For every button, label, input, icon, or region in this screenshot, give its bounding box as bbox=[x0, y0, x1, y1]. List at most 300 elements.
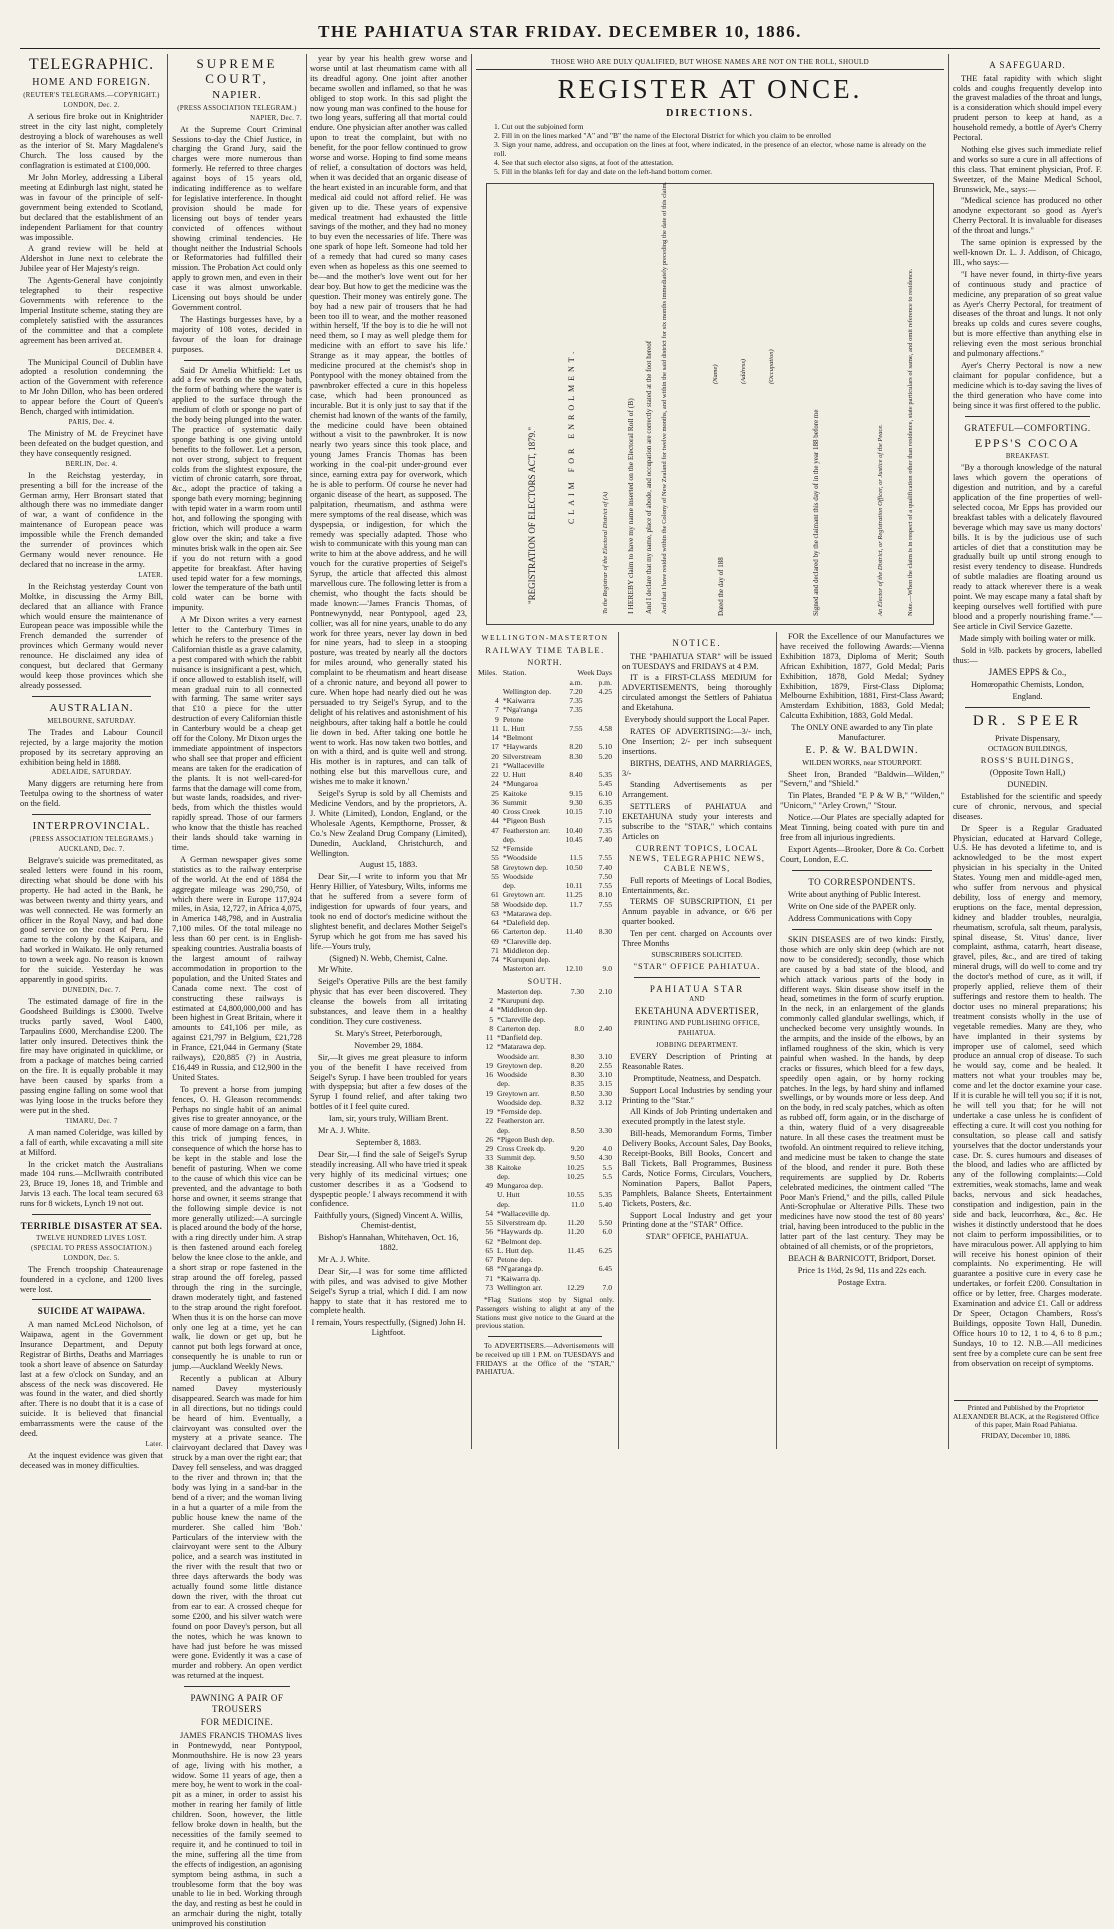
timetable-station: Petone dep. bbox=[497, 1255, 533, 1265]
letter-address: Bishop's Hannahan, Whitehaven, Oct. 16, 1882. bbox=[318, 1233, 459, 1253]
advertiser-place: PAHIATUA. bbox=[678, 1029, 716, 1037]
notice-paragraph: SUBSCRIBERS SOLICITED. bbox=[651, 949, 743, 959]
timetable-station: dep. bbox=[502, 834, 516, 844]
table-row bbox=[476, 1153, 614, 1162]
timetable-miles: 65 bbox=[485, 1245, 494, 1255]
timetable-time-pm: 7.40 bbox=[598, 862, 612, 872]
timetable-time-am: 10.25 bbox=[566, 1171, 584, 1181]
table-row bbox=[476, 770, 614, 779]
cocoa-paragraph: Sold in ½lb. packets by grocers, labelled thus:— bbox=[953, 645, 1102, 665]
table-row bbox=[476, 996, 614, 1005]
divider bbox=[792, 870, 932, 871]
table-row bbox=[476, 1237, 614, 1246]
column-divider bbox=[306, 54, 307, 1449]
timetable-miles: 14 bbox=[491, 733, 499, 743]
timetable-south bbox=[476, 987, 614, 1292]
timetable-station: Cross Creek dp. bbox=[497, 1144, 546, 1154]
advert-paragraph: The ONLY ONE awarded to any Tin plate Manufacturer. bbox=[791, 723, 933, 743]
table-header: p.m. bbox=[598, 677, 612, 687]
speer-line: OCTAGON BUILDINGS, bbox=[987, 744, 1068, 754]
timetable-time-am: 10.40 bbox=[565, 825, 583, 835]
timetable-time-pm bbox=[586, 996, 614, 1005]
timetable-miles: 52 bbox=[491, 844, 499, 854]
timetable-time-am: 10.55 bbox=[566, 1190, 584, 1200]
timetable-station: *Pigeon Bush dep. bbox=[497, 1134, 555, 1144]
timetable-time-am: 11.0 bbox=[570, 1199, 584, 1209]
timetable-time-pm: 7.10 bbox=[598, 807, 612, 817]
timetable-time-pm bbox=[586, 1005, 614, 1014]
letter-signature: Iam, sir, yours truly, William Brent. bbox=[328, 1114, 449, 1124]
register-step: 2. Fill in on the lines marked "A" and "B" the name of the Electoral District for which you claim to be enrolled bbox=[494, 130, 831, 140]
timetable-time-pm bbox=[586, 1042, 614, 1051]
timetable-miles: 8 bbox=[489, 1023, 494, 1033]
article-paragraph: The estimated damage of fire in the Goodsheed Buildings is £3000. Twelve trucks partly saved, Wool £400, Tarpaulins £600, Merchandise £200. The latter only insured. Detectives think the fire may have originated in quicklime, or from a package of matches being carried on the fire. It is equally probable it may have been caused by sparks from a passing engine falling on some wool that was lying loose in the trucks before they were put in the shed. bbox=[20, 996, 163, 1115]
timetable-miles: 56 bbox=[485, 1227, 494, 1237]
timetable-time-pm: 6.35 bbox=[598, 797, 612, 807]
advert-company: E. P. & W. BALDWIN. bbox=[805, 744, 919, 756]
timetable-station: *Nga'ranga bbox=[502, 705, 538, 715]
table-row bbox=[476, 1274, 614, 1283]
source-line: (PRESS ASSOCIATION TELEGRAM.) bbox=[177, 104, 297, 112]
table-row bbox=[476, 1052, 614, 1061]
timetable-time-pm bbox=[586, 1181, 614, 1190]
divider bbox=[634, 977, 760, 978]
timetable-time-am bbox=[554, 872, 585, 881]
article-paragraph: Recently a publican at Albury named Davey mysteriously disappeared. Search was made for him in all directions, but no tidings could be heard of him. Eventually, a clairvoyant was consulted over the mystery at a private seance. The clairvoyant declared that Davey was struck by a man over the right ear; that Davey fell senseless, and was dragged to the river and thrown in; that the body was lying in a sand-bar in the bend of a river; and the woman living in a hut a quarter of a mile from the public house knew the name of the murderer. She called him 'Bob.' Particulars of the interview with the clairvoyant were sent to the Albury police, and a search was instituted in the river with the result that two or three days afterwards the body was actually found some little distance down the river, with the throat cut from ear to ear. A crossed cheque for some £200, and his silver watch were found on poor Davey's person, but all the notes, which he was known to have had just before he was missed were gone. Evidently it was a case of murder and robbery. An open verdict was returned at the inquest. bbox=[172, 1374, 302, 1681]
timetable-miles bbox=[476, 964, 501, 973]
timetable-miles: 66 bbox=[491, 927, 499, 937]
letter-body: Dear Sir,—I was for some time afflicted with piles, and was advised to give Mother Seigel's Syrup a trial, which I did. I am now happy to state that it has restored me to complete health. bbox=[310, 1266, 467, 1316]
timetable-time-pm: 2.40 bbox=[598, 1023, 612, 1033]
timetable-miles: 47 bbox=[491, 825, 499, 835]
form-date-field[interactable]: Dated the day of 188 bbox=[717, 556, 725, 616]
timetable-time-am: 11.20 bbox=[567, 1227, 584, 1237]
column-divider bbox=[471, 54, 472, 1449]
advert-paragraph: THE fatal rapidity with which slight colds and coughs frequently develop into the gravest maladies of the throat and lungs, is a consideration which should impel every prudent person to keep at hand, as a household remedy, a bottle of Ayer's Cherry Pectoral. bbox=[953, 73, 1102, 143]
form-registrar-line: To the Registrar of the Electoral District of (A) bbox=[602, 491, 609, 614]
timetable-station: Mungaroa dep. bbox=[497, 1181, 543, 1191]
article-paragraph: In the cricket match the Australians made 104 runs.—McIlwraith contributed 23, Bruce 19, Jones 18, and Trimble and Jarvis 13 each. The local team secured 63 runs for 8 wickets, Lynch 19 not out. bbox=[20, 1159, 163, 1209]
letter-date: November 29, 1884. bbox=[354, 1040, 423, 1050]
form-note-line: Note.—When the claim is in respect of a qualification other than residence, state particulars of same, and omit reference to residence. bbox=[907, 268, 914, 616]
timetable-miles: 74 bbox=[491, 955, 499, 965]
timetable-time-pm: 7.50 bbox=[598, 871, 612, 881]
timetable-station: dep. bbox=[497, 1171, 510, 1181]
article-paragraph: Seigel's Syrup is sold by all Chemists and Medicine Vendors, and by the proprietors, A. J. White (Limited), London, England, or the Wholesale Agents, Kempthorne, Prosser, & Co.'s New Zealand Drug Company (Limited), Dunedin, Auckland, Christchurch, and Wellington. bbox=[310, 789, 467, 858]
timetable-time-am bbox=[556, 996, 586, 1005]
timetable-time-am: 8.30 bbox=[570, 1051, 584, 1061]
timetable-time-am bbox=[556, 1005, 586, 1014]
advertiser-title: PAHIATUA STAR bbox=[649, 983, 745, 994]
timetable-time-pm bbox=[586, 1135, 614, 1144]
timetable-time-am: 11.25 bbox=[565, 890, 583, 900]
dateline: ADELAIDE, SATURDAY. bbox=[51, 769, 132, 777]
timetable-time-pm: 8.30 bbox=[598, 927, 612, 937]
table-row bbox=[476, 1190, 614, 1199]
notice-topics: CURRENT TOPICS, LOCAL NEWS, TELEGRAPHIC NEWS, CABLE NEWS, bbox=[629, 843, 765, 873]
cocoa-maker-2: Homœopathic Chemists, London, bbox=[970, 680, 1085, 690]
timetable-time-pm: 5.50 bbox=[598, 1218, 612, 1228]
divider bbox=[32, 1214, 151, 1215]
timetable-station: *Danfield dep. bbox=[497, 1033, 543, 1043]
table-header: Miles. bbox=[478, 668, 498, 678]
section-title: A SAFEGUARD. bbox=[989, 60, 1066, 70]
timetable-time-pm: 6.0 bbox=[602, 1227, 612, 1237]
divider bbox=[184, 1686, 290, 1687]
timetable-time-am: 7.30 bbox=[570, 986, 584, 996]
cocoa-paragraph: "By a thorough knowledge of the natural laws which govern the operations of digestion and nutrition, and by a careful application of the fine properties of well-selected cocoa, Mr Epps has provided our breakfast tables with a delicately flavoured beverage which may save us many doctors' bills. It is by the judicious use of such articles of diet that a constitution may be gradually built up until strong enough to resist every tendency to disease. Hundreds of subtle maladies are floating around us ready to attack wherever there is a weak point. We may escape many a fatal shaft by keeping ourselves well fortified with pure blood and a properly nourishing frame."—See article in Civil Service Gazette. bbox=[953, 463, 1102, 631]
timetable-time-pm: 3.10 bbox=[598, 1051, 612, 1061]
timetable-time-am: 8.30 bbox=[570, 1070, 584, 1080]
timetable-miles bbox=[476, 687, 501, 696]
timetable-time-am bbox=[556, 1135, 586, 1144]
table-row bbox=[476, 1079, 614, 1088]
timetable-miles: 58 bbox=[491, 862, 499, 872]
column-divider bbox=[948, 54, 949, 1449]
column-divider bbox=[167, 54, 168, 1449]
timetable-time-pm: 4.0 bbox=[602, 1144, 612, 1154]
timetable-time-am: 10.15 bbox=[565, 807, 583, 817]
timetable-time-pm bbox=[585, 844, 614, 853]
timetable-station: Summit dep. bbox=[497, 1153, 536, 1163]
jobbing-paragraph: Support Local Industries by sending your Printing to the "Star." bbox=[622, 1085, 772, 1105]
register-title: REGISTER AT ONCE. bbox=[557, 74, 863, 105]
advert-paragraph: FOR the Excellence of our Manufactures we have received the following Awards:—Vienna Exhibition 1873, Diploma of Merit; South African Exhibition, 1877, Gold Medal; Paris Exhibition, 1878, Gold Medal; Sydney Exhibition, 1879, First-Class Diploma; Melbourne Exhibition, 1881, First-Class Award; Amsterdam Exhibition, 1883, Gold Medal; Calcutta Exhibition, 1883, Gold Medal. bbox=[780, 632, 944, 721]
timetable-miles: 12 bbox=[485, 1042, 494, 1052]
table-row bbox=[476, 742, 614, 751]
notice-paragraph: THE "PAHIATUA STAR" will be issued on TUESDAYS and FRIDAYS at 4 P.M. bbox=[622, 651, 772, 671]
timetable-note: *Flag Stations stop by Signal only. Passengers wishing to alight at any of the Stations must give notice to the Guard at the previous station. bbox=[476, 1295, 614, 1331]
timetable-time-pm: 3.12 bbox=[598, 1097, 612, 1107]
divider bbox=[965, 416, 1090, 417]
timetable-time-pm: 7.35 bbox=[598, 825, 612, 835]
article-paragraph: At the Supreme Court Criminal Sessions to-day the Chief Justice, in charging the Grand Jury, said the charges were more numerous than formerly. He referred to three charges against boys of 15 years old, indicating indifference as to welfare for legislative interference. In thought provision should be made for licensing out boys of tender years convicted of offences without showing criminal tendencies. He thought neither the Industrial Schools or Reformatories had fulfilled their mission. The Probation Act could only apply to grown men, and even in their case it was almost unworkable. Licensing out boys should be under Government control. bbox=[172, 124, 302, 312]
timetable-station: Greytown dep. bbox=[497, 1060, 543, 1070]
form-claim-title: CLAIM FOR ENROLMENT. bbox=[567, 347, 576, 524]
table-row bbox=[476, 733, 614, 742]
timetable-miles bbox=[476, 1190, 495, 1199]
skin-disease-paragraph: SKIN DISEASES are of two kinds: Firstly, those which are only skin deep (which are not now to be considered); secondly, those which are caused by a bad state of the blood, and which attack various parts of the body in different ways. Skin disease show itself in the head, sometimes in the form of scurfy eruption. In the neck, in an enlargement of the glands commonly called glandular swellings, which, if unchecked become very unsightly wounds. In the armpits, and the inside of the elbows, by an inflamed roughness of the skin, which is very painful when washed. In the hands, by deep cracks or fissures, which bleed for a few days, speedily open again, or by horny rocking patches. In the legs, by hard shiny and inflamed swellings, or by wounds more or less deep. And on the body, in red scaly patches, which as often as rubbed off, form again, or in the discharge of a thin, watery fluid of a very disagreeable nature. In all these cases the treatment must be twofold. An ointment required to relieve itching, and medicine must be taken to change the state of the blood, and render it pure. Both these requirements are supplied by Dr. Roberts celebrated medicines, the ointment called "The Poor Man's Friend," and the pills, called Pilule Anti-Scrophulae or Alterative Pills. These two medicines have now stood the test of 80 years' trial, having been introduced to the public in the latter part of the last century. They may be obtained of all chemists, or of the proprietors, bbox=[780, 934, 944, 1252]
notice-paragraph: Everybody should support the Local Paper. bbox=[624, 715, 770, 725]
timetable-north bbox=[476, 668, 614, 973]
timetable-station: *Kaiwarra dp. bbox=[497, 1273, 541, 1283]
timetable-station: *Belmont dep. bbox=[497, 1236, 542, 1246]
speer-line: Private Dispensary, bbox=[994, 733, 1061, 743]
timetable-station: *Matarawa dep. bbox=[502, 908, 552, 918]
timetable-time-pm: 3.30 bbox=[598, 1088, 612, 1098]
timetable-miles: 40 bbox=[491, 807, 499, 817]
divider bbox=[488, 1336, 602, 1337]
column-divider bbox=[618, 632, 619, 1449]
advertiser-office: PRINTING AND PUBLISHING OFFICE, bbox=[634, 1019, 760, 1027]
table-row bbox=[476, 872, 614, 881]
timetable-time-pm: 6.45 bbox=[598, 1264, 612, 1274]
timetable-miles: 64 bbox=[491, 918, 499, 928]
register-step: 5. Fill in the blanks left for day and date on the left-hand bottom corner. bbox=[494, 166, 713, 176]
table-row bbox=[476, 1061, 614, 1070]
timetable-station: *Mungaroa bbox=[502, 779, 538, 789]
notice-title: NOTICE. bbox=[672, 638, 722, 648]
table-row bbox=[476, 789, 614, 798]
timetable-time-am: 12.10 bbox=[565, 964, 583, 974]
timetable-miles bbox=[476, 1172, 495, 1181]
timetable-station: dep. bbox=[502, 881, 516, 891]
column-telegraphic bbox=[20, 54, 163, 1470]
timetable-time-pm: 5.5 bbox=[602, 1162, 612, 1172]
timetable-time-am: 10.50 bbox=[565, 862, 583, 872]
timetable-station: *Kurupuni dep. bbox=[502, 955, 551, 965]
timetable-time-pm: 5.35 bbox=[598, 770, 612, 780]
article-paragraph: The French troopship Chateaurenage foundered in a cyclone, and 1200 lives were lost. bbox=[20, 1264, 163, 1294]
timetable-miles: 69 bbox=[491, 936, 499, 946]
table-row bbox=[476, 1024, 614, 1033]
timetable-time-am: 7.20 bbox=[569, 686, 583, 696]
source-line: (REUTER'S TELEGRAMS.—COPYRIGHT.) bbox=[23, 91, 160, 99]
timetable-miles: 49 bbox=[485, 1181, 494, 1191]
column-baldwin bbox=[780, 632, 944, 1449]
table-row bbox=[476, 964, 614, 973]
section-title: TERRIBLE DISASTER AT SEA. bbox=[20, 1221, 163, 1232]
timetable-station: Carterton dep. bbox=[502, 927, 547, 937]
timetable-miles: 55 bbox=[491, 853, 499, 863]
dateline: DUNEDIN, Dec. 7. bbox=[62, 986, 121, 994]
table-row bbox=[476, 890, 614, 899]
notice-paragraph: IT is a FIRST-CLASS MEDIUM for ADVERTISEMENTS, being thoroughly circulated amongst the Settlers of Pahiatua and Eketahuna. bbox=[622, 673, 772, 713]
timetable-time-am bbox=[554, 909, 585, 918]
timetable-miles: 26 bbox=[485, 1134, 494, 1144]
timetable-station: Carterton dep. bbox=[497, 1023, 541, 1033]
letter-recipient: Mr A. J. White. bbox=[318, 1254, 370, 1264]
table-row bbox=[476, 937, 614, 946]
timetable-time-am: 9.30 bbox=[569, 797, 583, 807]
table-row bbox=[476, 1033, 614, 1042]
table-row bbox=[476, 844, 614, 853]
timetable-time-am: 10.25 bbox=[566, 1162, 584, 1172]
table-row bbox=[476, 1227, 614, 1236]
dateline: LATER. bbox=[138, 571, 163, 579]
timetable-time-pm: 5.10 bbox=[598, 742, 612, 752]
timetable-station: Woodside bbox=[497, 1070, 528, 1080]
divider bbox=[792, 929, 932, 930]
timetable-time-pm: 4.25 bbox=[598, 686, 612, 696]
table-row bbox=[476, 715, 614, 724]
timetable-time-pm bbox=[586, 1116, 614, 1125]
form-occupation-field[interactable]: (Occupation) bbox=[768, 348, 775, 384]
register-step: 4. See that such elector also signs, at foot of the attestation. bbox=[494, 157, 674, 167]
timetable-miles: 4 bbox=[489, 1005, 494, 1015]
timetable-time-pm bbox=[585, 955, 614, 964]
timetable-station: *Wallaceville bbox=[502, 760, 545, 770]
table-row bbox=[476, 900, 614, 909]
letter-recipient: Mr A. J. White. bbox=[318, 1126, 370, 1136]
timetable-time-pm: 5.5 bbox=[602, 1171, 612, 1181]
timetable-station: dep. bbox=[497, 1199, 510, 1209]
jobbing-title: JOBBING DEPARTMENT. bbox=[656, 1041, 738, 1049]
timetable-miles bbox=[476, 881, 501, 890]
timetable-miles: 68 bbox=[485, 1264, 494, 1274]
timetable-station: *Haywards bbox=[502, 742, 538, 752]
timetable-time-pm bbox=[586, 1015, 614, 1024]
speer-line: (Opposite Town Hall,) bbox=[989, 768, 1066, 778]
timetable-time-pm: 9.0 bbox=[602, 964, 612, 974]
timetable-time-am bbox=[554, 844, 585, 853]
form-address-field[interactable]: (Address) bbox=[740, 358, 747, 384]
timetable-miles: 9 bbox=[495, 714, 499, 724]
letter-body: Dear Sir,—I find the sale of Seigel's Syrup steadily increasing. All who have tried it speak very highly of its medicinal virtues; one customer describes it as a 'Godsend to dyspeptic people.' I always recommend it with confidence. bbox=[310, 1149, 467, 1209]
timetable-time-pm: 2.10 bbox=[598, 986, 612, 996]
timetable-time-pm: 7.0 bbox=[602, 1282, 612, 1292]
timetable-time-am: 8.50 bbox=[570, 1125, 584, 1135]
article-paragraph: A serious fire broke out in Knightrider street in the city last night, completely destroying a block of warehouses as well as the interior of St. Mary Magdalene's Church. The loss caused by the conflagration is estimated at £100,000. bbox=[20, 111, 163, 171]
table-row bbox=[476, 1144, 614, 1153]
timetable-direction: SOUTH. bbox=[527, 976, 563, 986]
article-paragraph: JAMES FRANCIS THOMAS lives in Pontnewydd, near Pontypool, Monmouthshire. He is now 23 years of age, living with his mother, a widow. Some 11 years of age, then a mere boy, he went to work in the coal-pit as a miner, in order to assist his mother in rearing her family of little children. Soon, however, the little fellow broke down in health, but the necessities of the family seemed to require it, and he continued to toil in the mine, suffering all the time from the effects of indigestion, an agonising symptom being asthma, in such a troublesome form that the boy was unable to lie in bed. Working through the day, and resting as best he could in an armchair during the night, totally unimproved his constitution bbox=[172, 1730, 302, 1929]
advert-paragraph: Export Agents—Brooker, Dore & Co. Corbett Court, London, E.C. bbox=[780, 844, 944, 864]
timetable-miles: 7 bbox=[495, 705, 499, 715]
table-header: Week Days bbox=[577, 668, 612, 678]
timetable-station: *Haywards dp. bbox=[497, 1227, 543, 1237]
section-subtitle: HOME AND FOREIGN. bbox=[32, 76, 151, 88]
table-row bbox=[476, 779, 614, 788]
railway-timetable bbox=[476, 632, 614, 1449]
timetable-time-pm: 3.30 bbox=[598, 1125, 612, 1135]
timetable-time-pm bbox=[585, 918, 614, 927]
timetable-time-am bbox=[556, 1107, 586, 1116]
jobbing-list: Bill-heads, Memorandum Forms, Timber Delivery Books, Account Sales, Day Books, Receipt-Books, Bill Books, Concert and Ball Tickets, Ball Programmes, Business Cards, Notice Forms, Circulars, Vouchers, Nomination Papers, Ballot Papers, Pamphlets, Balance Sheets, Entertainment Tickets, Posters, &c. bbox=[622, 1129, 772, 1208]
timetable-time-am bbox=[556, 1209, 586, 1218]
timetable-miles: 24 bbox=[491, 779, 499, 789]
article-paragraph: A Mr Dixon writes a very earnest letter to the Canterbury Times in which he refers to the presence of the Californian thistle as a grave calamity, a pest compared with which the rabbit nuisance is insignificant a pest, which, if once allowed to establish itself, will mean gradual ruin to all connected with farming. The same writer says that £10 a piece for the utter destruction of every Californian thistle in Canterbury would be a cheap get off for the Colony. Mr Dixon urges the immediate appointment of inspectors who shall see that proper and efficient means are taken for the eradication of the plants. It is not well-cared-for farms that the damage will come from, but waste lands, roadsides, and river-beds, from which the thistles would rapidly spread. Those of our farmers who know that the thistle has reached their lands should take warning in time. bbox=[172, 615, 303, 852]
cocoa-maker-3: England. bbox=[1012, 691, 1043, 701]
timetable-station: *Middleton dep. bbox=[497, 1005, 548, 1015]
timetable-station: dep. bbox=[497, 1125, 510, 1135]
divider bbox=[954, 1400, 1098, 1401]
cocoa-brand: EPPS'S COCOA bbox=[974, 436, 1081, 451]
article-paragraph: Mr John Morley, addressing a Liberal meeting at Edinburgh last night, stated he was in favour of the principle of self-government being extended to Scotland, but declared that the establishment of an independent Parliament for that country was impossible. bbox=[20, 173, 163, 242]
form-declaration-line: And I declare that my name, place of abode, and occupation are correctly stated at the foot hereof bbox=[645, 340, 653, 614]
timetable-station: Cross Creek bbox=[502, 807, 541, 817]
notice-office: "STAR" OFFICE PAHIATUA. bbox=[633, 961, 761, 971]
notice-paragraph: Standing Advertisements as per Arrangement. bbox=[622, 780, 772, 800]
table-row bbox=[476, 816, 614, 825]
timetable-time-am: 7.35 bbox=[569, 705, 583, 715]
timetable-miles: 63 bbox=[491, 908, 499, 918]
notice-paragraph: Full reports of Meetings of Local Bodies, Entertainments, &c. bbox=[622, 875, 772, 895]
register-directions-heading: DIRECTIONS. bbox=[666, 108, 754, 120]
masthead-title: THE PAHIATUA STAR FRIDAY. DECEMBER 10, 1886. bbox=[318, 22, 802, 41]
timetable-time-am bbox=[556, 1255, 586, 1264]
speer-name: DR. SPEER bbox=[972, 712, 1083, 729]
table-row bbox=[476, 946, 614, 955]
timetable-station: L. Hutt bbox=[502, 723, 525, 733]
table-row bbox=[476, 863, 614, 872]
article-paragraph: In the Reichstag yesterday Count von Moltke, in discussing the Army Bill, declared that an alliance with France which would ensure the maintenance of European peace was impossible while the French demanded the surrender of provinces which Germany would never renounce. He disclaimed any idea of conquest, but declared that Germany would keep those provinces which she already possessed. bbox=[20, 581, 163, 690]
notice-paragraph: Ten per cent. charged on Accounts over Three Months bbox=[622, 929, 772, 949]
jobbing-paragraph: All Kinds of Job Printing undertaken and executed promptly in the latest style. bbox=[622, 1107, 772, 1127]
cocoa-maker: JAMES EPPS & Co., bbox=[988, 667, 1067, 678]
timetable-time-am bbox=[554, 715, 585, 724]
article-paragraph: At the inquest evidence was given that deceased was in money difficulties. bbox=[20, 1450, 163, 1470]
letter-date: August 15, 1883. bbox=[359, 860, 418, 870]
timetable-time-pm: 4.58 bbox=[598, 723, 612, 733]
advert-address: WILDEN WORKS, near STOURPORT. bbox=[802, 757, 922, 767]
cocoa-heading: GRATEFUL—COMFORTING. bbox=[964, 422, 1091, 433]
timetable-station: Wellington arr. bbox=[497, 1282, 543, 1292]
timetable-station: *Clareville dep. bbox=[497, 1014, 546, 1024]
section-subtitle: TWELVE HUNDRED LIVES LOST. bbox=[36, 1234, 147, 1242]
timetable-station: *Woodside bbox=[502, 853, 537, 863]
dateline: MELBOURNE, SATURDAY. bbox=[47, 717, 136, 725]
jobbing-paragraph: Support Local Industry and get your Printing done at the "STAR" Office. bbox=[622, 1210, 772, 1230]
section-title: AUSTRALIAN. bbox=[49, 701, 134, 714]
timetable-station: Woodside dep. bbox=[502, 899, 548, 909]
timetable-time-pm bbox=[585, 937, 614, 946]
timetable-station: *Clareville dep. bbox=[502, 936, 552, 946]
timetable-miles bbox=[476, 1079, 495, 1088]
table-row bbox=[476, 687, 614, 696]
timetable-time-pm bbox=[586, 1033, 614, 1042]
timetable-time-am: 10.45 bbox=[565, 834, 583, 844]
timetable-time-pm: 7.55 bbox=[598, 881, 612, 891]
table-row bbox=[476, 987, 614, 996]
timetable-time-pm bbox=[585, 946, 614, 955]
table-row bbox=[476, 826, 614, 835]
timetable-station: *Pigeon Bush bbox=[502, 816, 546, 826]
timetable-time-am: 11.45 bbox=[567, 1245, 584, 1255]
section-subtitle: FOR MEDICINE. bbox=[200, 1717, 274, 1728]
timetable-time-pm bbox=[586, 1107, 614, 1116]
divider bbox=[184, 360, 290, 361]
timetable-station: Petone bbox=[502, 714, 524, 724]
timetable-miles: 17 bbox=[491, 742, 499, 752]
dateline: LONDON, Dec. 5. bbox=[63, 1254, 120, 1262]
timetable-station: Woodside dep. bbox=[497, 1097, 542, 1107]
timetable-time-pm bbox=[585, 705, 614, 714]
timetable-time-pm bbox=[585, 909, 614, 918]
advertisers-notice: To ADVERTISERS.—Advertisements will be received up till 1 P.M. on TUESDAYS and FRIDAYS at the Office of the "STAR," PAHIATUA. bbox=[476, 1341, 614, 1377]
timetable-station: *Dalefield dep. bbox=[502, 918, 550, 928]
timetable-miles: 25 bbox=[491, 788, 499, 798]
form-name-field[interactable]: (Name) bbox=[712, 364, 719, 384]
table-row bbox=[476, 1209, 614, 1218]
section-subtitle: NAPIER. bbox=[212, 88, 262, 101]
timetable-time-am: 8.40 bbox=[569, 770, 583, 780]
article-paragraph: A German newspaper gives some statistics as to the railway enterprise of the world. At the end of 1884 the aggregate mileage was 290,750, of which there were in Europe 117,924 miles, in Asia, 12,727, in Africa 4,075, in America 148,798, and in Australia 7,100 miles. Of the total mileage no less than 60 per cent. is in English-speaking countries. Australia boasts of the largest amount of railway accommodation in proportion to the population, and the United States and Canada come next. The cost of constructing these railways is estimated at £4,800,000,000 and has been highest in Great Britain, where it amounts to £41,106 per mile, as against £21,797 in Belgium, £21,728 in France, £21,044 in Germany (State railways), £20,885 (?) in Austria, £16,449 in Russia, and £12,900 in the United States. bbox=[172, 854, 302, 1082]
timetable-miles: 71 bbox=[491, 945, 499, 955]
timetable-station: Summit bbox=[502, 797, 527, 807]
section-title: SUPREME COURT, bbox=[196, 56, 278, 87]
timetable-miles: 19 bbox=[485, 1060, 494, 1070]
timetable-direction: NORTH. bbox=[527, 657, 563, 667]
register-step: 3. Sign your name, address, and occupation on the lines at foot, where indicated, in the presence of an elector, whose name is already on the roll. bbox=[494, 139, 926, 158]
timetable-miles: 71 bbox=[485, 1273, 494, 1283]
table-header: Station. bbox=[502, 668, 527, 678]
table-header: a.m. bbox=[569, 677, 583, 687]
cocoa-sub: BREAKFAST. bbox=[1005, 453, 1050, 461]
article-paragraph: The Agents-General have conjointly telegraphed to their respective Governments with reference to the Imperial Institute scheme, stating they are completely satisfied with the assurances of the committee and that a complete agreement has been arrived at. bbox=[20, 276, 163, 345]
correspondents-paragraph: Address Communications with Copy bbox=[788, 914, 912, 924]
timetable-station: *Kaiwarra bbox=[502, 696, 535, 706]
table-row bbox=[476, 1126, 614, 1135]
article-paragraph: The Hastings burgesses have, by a majority of 108 votes, decided in favour of the loan for drainage purposes. bbox=[172, 314, 302, 354]
source-line: (SPECIAL TO PRESS ASSOCIATION.) bbox=[31, 1244, 152, 1252]
timetable-time-pm bbox=[586, 1209, 614, 1218]
advert-paragraph: Nothing else gives such immediate relief and works so sure a cure in all affections of this class. That eminent physician, Prof. F. Sweetzer, of the Maine Medical School, Brunswick, Me., says:— bbox=[953, 144, 1102, 194]
timetable-miles: 67 bbox=[485, 1255, 494, 1265]
timetable-miles: 36 bbox=[491, 797, 499, 807]
letter-body: Sir,—It gives me great pleasure to inform you of the benefit I have received from Seigel's Syrup. I have been troubled for years with dyspepsia; but after a few doses of the Syrup I found relief, and after taking two bottles of it I feel quite cured. bbox=[310, 1052, 467, 1112]
timetable-time-am bbox=[554, 733, 585, 742]
